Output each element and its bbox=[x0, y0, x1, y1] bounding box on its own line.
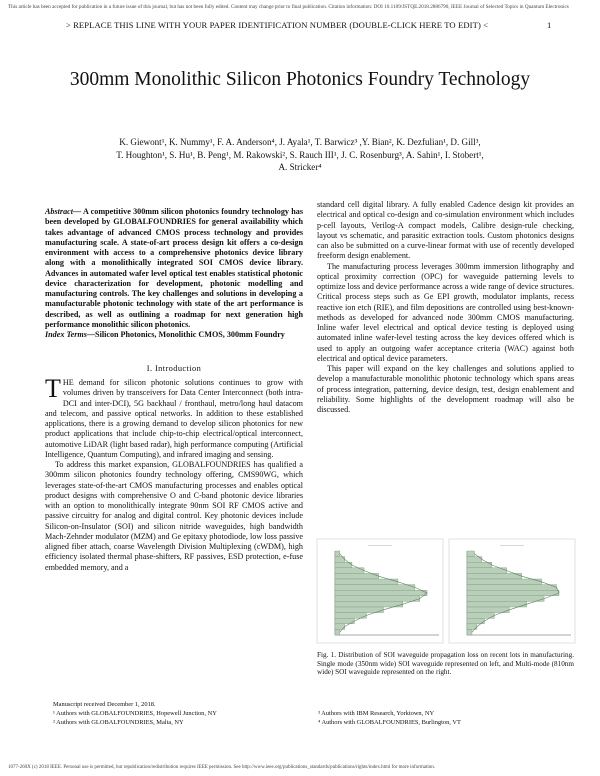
drop-cap: T bbox=[45, 374, 61, 403]
introduction-body bbox=[45, 374, 303, 573]
histogram-bar bbox=[335, 573, 379, 579]
footnote: ⁴ Authors with GLOBALFOUNDRIES, Burlington, VT bbox=[318, 718, 461, 726]
histogram-bar bbox=[335, 551, 340, 557]
histogram-bar bbox=[467, 590, 559, 596]
histogram-bar bbox=[467, 613, 494, 619]
histogram-figure bbox=[315, 537, 577, 645]
footnotes-left bbox=[53, 701, 303, 727]
histogram-bar bbox=[335, 590, 427, 596]
footnotes-right bbox=[318, 701, 568, 727]
panel-title: —————— bbox=[368, 542, 392, 547]
footnote: ¹ Authors with GLOBALFOUNDRIES, Hopewell Junction, NY bbox=[53, 709, 217, 717]
paragraph-text: HE demand for silicon photonic solutions continues to grow with volumes driven by transceivers for Data Center Interconnect (both intra-DCI and inter-DCI), 5G backhaul / fronthaul, metro/long haul datacom and telecom, and passive optical networks. In addition to these established applications, there is a growing demand to develop silicon photonics for new product applications that include chip-to-chip electrical/optical interconnect, automotive LiDAR (light based radar), high performance computing (Artificial Intelligence, Quantum Computing), and infrared imaging and sensing. bbox=[45, 378, 303, 459]
footnote bbox=[318, 701, 568, 710]
author-line: T. Houghton¹, S. Hu¹, B. Peng¹, M. Rakowski², S. Rauch III¹, J. C. Rosenburg³, A. Sahin¹, I. Stobert¹, bbox=[116, 149, 484, 160]
footnote: ³ Authors with IBM Research, Yorktown, NY bbox=[318, 709, 435, 717]
abstract-label: Abstract bbox=[45, 207, 73, 216]
figure-1 bbox=[315, 537, 577, 645]
histogram-bar bbox=[335, 596, 420, 602]
histogram-right-panel bbox=[449, 539, 575, 643]
paper-id-placeholder[interactable]: > REPLACE THIS LINE WITH YOUR PAPER IDENTIFICATION NUMBER (DOUBLE-CLICK HERE TO EDIT) < bbox=[65, 20, 489, 30]
abstract bbox=[45, 207, 303, 330]
page-title: 300mm Monolithic Silicon Photonics Foundry Technology bbox=[69, 69, 531, 90]
figure-caption: Fig. 1. Distribution of SOI waveguide propagation loss on recent lots in manufacturing. Single mode (350nm wide) SOI waveguide represented on left, and Multi-mode (810nm wide) SOI waveguide represented on the right. bbox=[317, 651, 574, 677]
histogram-bar bbox=[467, 596, 544, 602]
right-column-body bbox=[317, 200, 574, 415]
histogram-bar bbox=[335, 579, 398, 585]
histogram-bar bbox=[335, 607, 383, 613]
page-number: 1 bbox=[547, 20, 552, 30]
index-terms-text: —Silicon Photonics, Monolithic CMOS, 300mm Foundry bbox=[86, 330, 285, 339]
paragraph bbox=[45, 374, 303, 460]
histogram-bar bbox=[467, 585, 557, 591]
histogram-bar bbox=[467, 601, 527, 607]
histogram-bar bbox=[467, 629, 472, 635]
histogram-bar bbox=[467, 607, 509, 613]
index-terms-label: Index Terms bbox=[45, 330, 87, 339]
histogram-bar bbox=[467, 579, 542, 585]
panel-title: —————— bbox=[500, 542, 524, 547]
copyright-notice: 1077-260X (c) 2018 IEEE. Personal use is permitted, but republication/redistribution requires IEEE permission. See http://www.ieee.org/publications_standards/publications/rights/index.html for more information. bbox=[8, 765, 435, 770]
index-terms bbox=[45, 330, 303, 340]
footnote: ² Authors with GLOBALFOUNDRIES, Malta, NY bbox=[53, 718, 184, 726]
journal-notice: This article has been accepted for publication in a future issue of this journal, but has not been fully edited. Content may change prior to final publication. Citation information: DOI 10.1109/JSTQE.2018.2886790, IEEE Journal of Selected Topics in Quantum Electronics bbox=[8, 4, 569, 10]
histogram-bar bbox=[335, 629, 340, 635]
author-line: K. Giewont¹, K. Nummy¹, F. A. Anderson⁴, J. Ayala¹, T. Barwicz³ ,Y. Bian², K. Dezfulian¹, D. Gill³, bbox=[119, 137, 481, 147]
paragraph: To address this market expansion, GLOBALFOUNDRIES has qualified a 300mm silicon photonics foundry technology offering, CMS90WG, which leverages state-of-the-art CMOS manufacturing processes and enables optical product designs with comprehensive O and C-band photonic device libraries with an option to monolithically integrate 90nm SOI RF CMOS active and passive circuitry for analog and digital control. Key photonic devices include Silicon-on-Insulator (SOI) and silicon nitride waveguides, high bandwidth Mach-Zehnder modulator (MZM) and Ge epitaxy photodiode, low loss passive aligned fiber attach, coarse Wavelength Division Multiplexing (cWDM), high efficiency isolated thermal phase-shifters, RF passives, ESD protection, e-fuse embedded memory, and a bbox=[45, 460, 303, 572]
histogram-bar bbox=[467, 551, 474, 557]
paragraph: standard cell digital library. A fully enabled Cadence design kit provides an electrical and optical co-design and co-simulation environment which includes p-cell layouts, Verilog-A compact models, Calibre design-rule checking, layout vs schematic, and parasitic extraction tools. Custom photonics designs can also be submitted on a curve-linear format with use of recently developed freeform design enablement. bbox=[317, 200, 574, 261]
footnote-received: Manuscript received December 1, 2018. bbox=[53, 701, 156, 708]
paragraph: This paper will expand on the key challenges and solutions applied to develop a manufacturable monolithic photonic technology which spans areas of process integration, patterning, device design, test, design enablement and reliability. Some highlights of the development roadmap will also be discussed. bbox=[317, 364, 574, 414]
author-line: A. Stricker⁴ bbox=[278, 162, 322, 173]
histogram-bar bbox=[467, 573, 522, 579]
paragraph: The manufacturing process leverages 300mm immersion lithography and optical proximity correction (OPC) for waveguide patterning levels to optimize loss and device performance across a wide range of device structures. Critical process steps such as Ge EPI growth, modulator implants, recess reactive ion etch (RIE), and film depositions are controlled using best-known-methods as developed for advanced node 300mm CMOS manufacturing. Inline wafer level electrical and optical device testing is deployed using automated inline wafer-level testing across the key devices offered which is used to apply an outgoing wafer acceptance criteria (WAC) against both electrical and optical device parameters. bbox=[317, 261, 574, 363]
section-heading: I. Introduction bbox=[146, 364, 202, 373]
author-list bbox=[40, 136, 560, 174]
histogram-left-panel bbox=[317, 539, 443, 643]
abstract-text: — A competitive 300mm silicon photonics foundry technology has been developed by GLOBALFOUNDRIES for general availability which takes advantage of advanced CMOS process technology and provides manufacturing scale. A state-of-art process design kit offers a co-design environment with access to a comprehensive photonics device library along with a monolithically integrated SOI CMOS device library. Advances in automated wafer level optical test enables statistical photonic device characterization for development, photonic modelling and manufacturing controls. The key challenges and solutions in developing a manufacturable photonic technology with state of the art performance is described, as well as outlining a roadmap for next generation high performance monolithic silicon photonics. bbox=[45, 207, 303, 329]
histogram-bar bbox=[335, 601, 403, 607]
histogram-bar bbox=[335, 585, 415, 591]
